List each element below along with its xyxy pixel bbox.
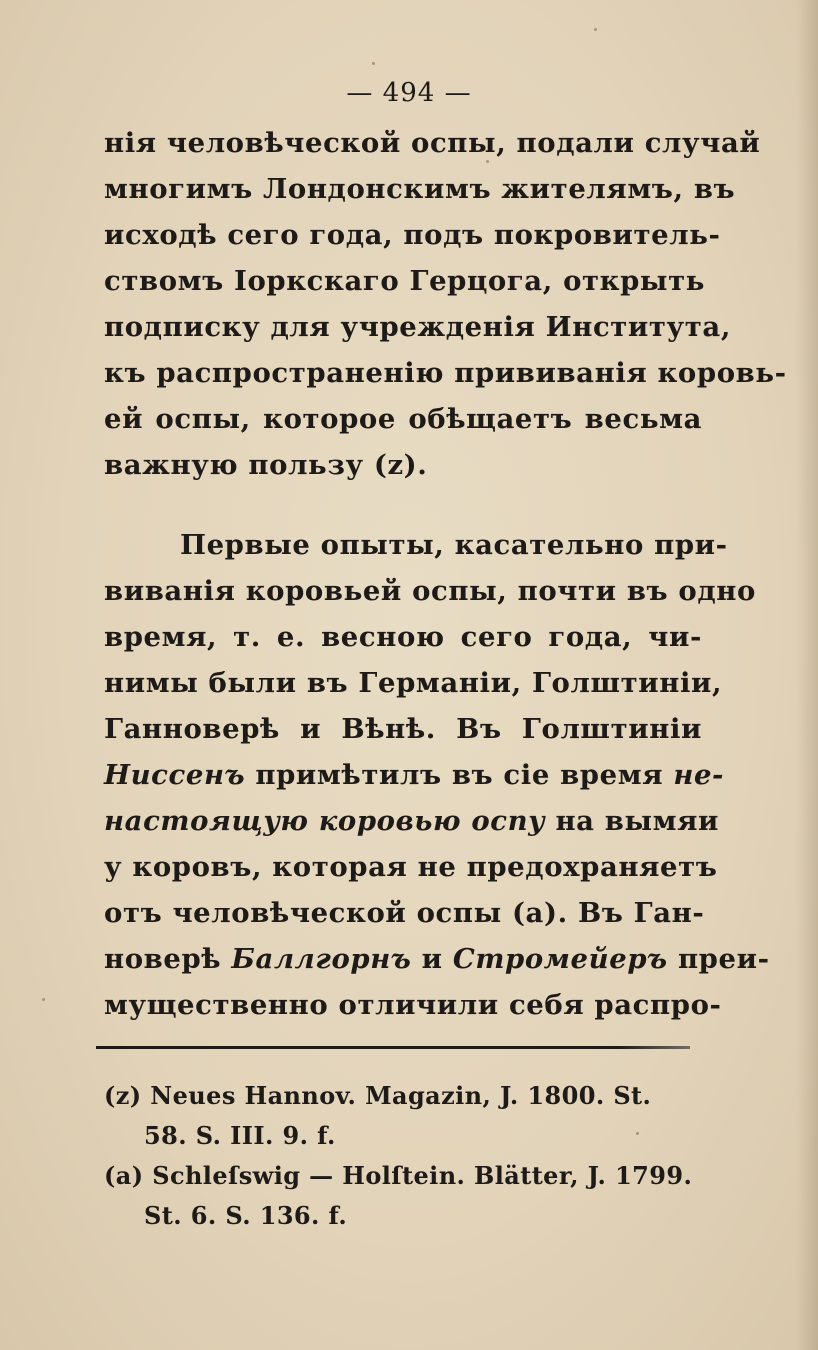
- italic-text-run: не-: [673, 759, 725, 791]
- text-line: нимы были въ Германіи, Голштиніи,: [104, 667, 723, 699]
- text-run: и: [411, 943, 453, 975]
- text-run: преи-: [667, 943, 770, 975]
- text-line: [104, 936, 770, 982]
- person-name-stromeyer: Стромейеръ: [452, 943, 668, 975]
- text-line: отъ человѣческой оспы (a). Въ Ган-: [104, 897, 705, 929]
- text-line: многимъ Лондонскимъ жителямъ, въ: [104, 173, 736, 205]
- text-line: виванія коровьей оспы, почти въ одно: [104, 575, 756, 607]
- text-line: исходѣ сего года, подъ покровитель-: [104, 219, 721, 251]
- paper-speck: [372, 62, 375, 65]
- footnote-z-continuation: 58. S. III. 9. f.: [144, 1121, 336, 1150]
- text-line: [104, 752, 725, 798]
- person-name-ballhorn: Баллгорнъ: [231, 943, 412, 975]
- text-line: [104, 798, 720, 844]
- paper-speck: [42, 998, 45, 1001]
- footnote-rule: [96, 1046, 690, 1049]
- text-run: на вымяи: [545, 805, 720, 837]
- text-line: у коровъ, которая не предохраняетъ: [104, 851, 718, 883]
- text-run: новерѣ: [104, 943, 232, 975]
- page-number: — 494 —: [346, 78, 472, 108]
- text-line: Первые опыты, касательно при-: [180, 529, 728, 561]
- paper-speck: [594, 28, 597, 31]
- text-line: къ распространенію прививанія коровь-: [104, 357, 787, 389]
- italic-text-run: настоящую коровью оспу: [104, 805, 546, 837]
- text-line: ей оспы, которое обѣщаетъ весьма: [104, 403, 702, 435]
- text-line: мущественно отличили себя распро-: [104, 989, 722, 1021]
- footnotes: [104, 1076, 704, 1236]
- footnote-z: (z) Neues Hannov. Magazin, J. 1800. St.: [104, 1081, 652, 1110]
- text-line: важную пользу (z).: [104, 449, 428, 481]
- text-run: примѣтилъ въ сіе время: [245, 759, 674, 791]
- text-line: нія человѣческой оспы, подали случай: [104, 127, 761, 159]
- text-line: подписку для учрежденія Института,: [104, 311, 731, 343]
- text-line: время, т. е. весною сего года, чи-: [104, 621, 702, 653]
- footnote-a: (a) Schleſswig — Holſtein. Blätter, J. 1799.: [104, 1161, 693, 1190]
- text-line: ствомъ Іоркскаго Герцога, открыть: [104, 265, 706, 297]
- person-name-nissen: Ниссенъ: [104, 759, 246, 791]
- paragraph-continuation: [104, 120, 787, 488]
- footnote-a-continuation: St. 6. S. 136. f.: [144, 1201, 348, 1230]
- paragraph-first-experiments: [104, 522, 770, 1028]
- text-line: Ганноверѣ и Вѣнѣ. Въ Голштиніи: [104, 713, 702, 745]
- page-edge-shadow: [796, 0, 818, 1350]
